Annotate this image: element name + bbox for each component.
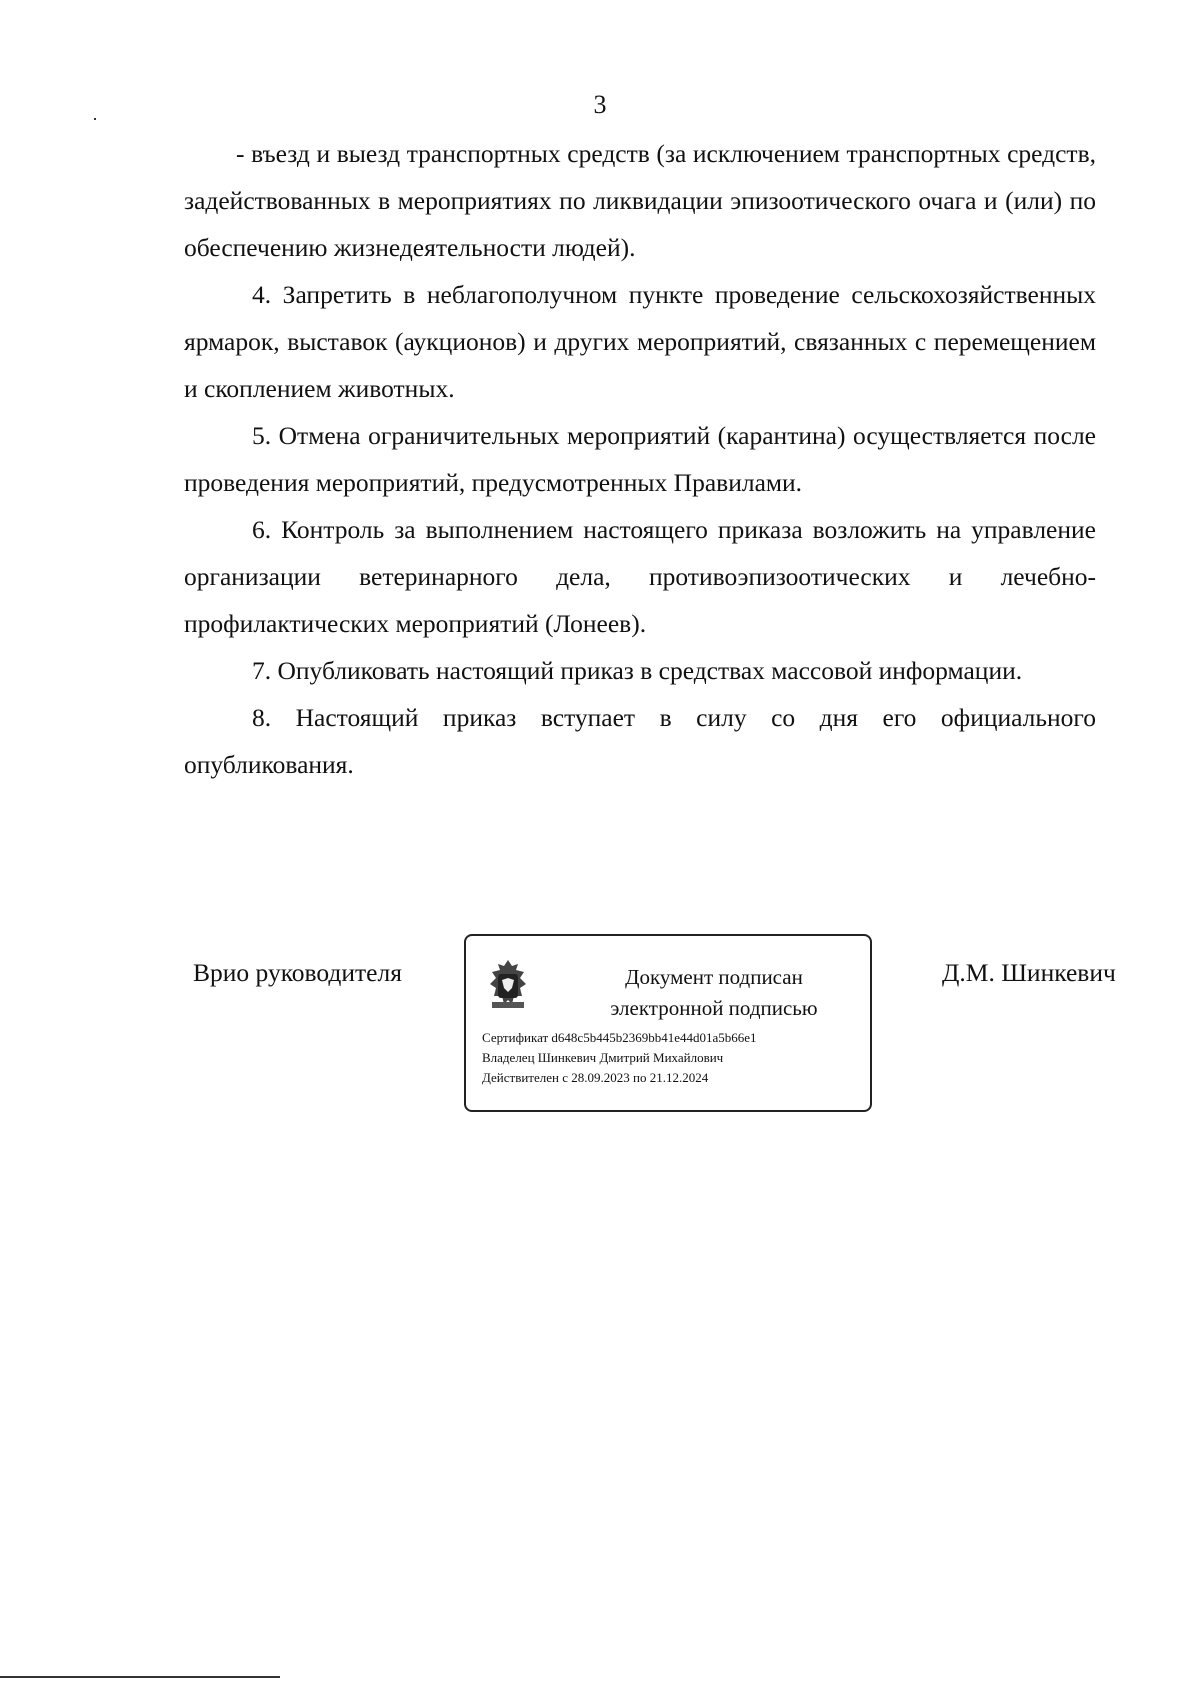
stamp-details [482,1028,757,1088]
stamp-validity: Действителен с 28.09.2023 по 21.12.2024 [482,1070,709,1085]
paragraph-item-4: 4. Запретить в неблагополучном пункте проведение сельскохозяйственных ярмарок, выставок (аукционов) и других мероприятий, связанных с перемещением и скоплением животных. [184,280,1096,403]
paragraph-entry-exit: - въезд и выезд транспортных средств (за исключением транспортных средств, задействованных в мероприятиях по ликвидации эпизоотического очага и (или) по обеспечению жизнедеятельности людей). [184,139,1096,262]
coat-of-arms-icon [486,958,530,1012]
signer-name: Д.М. Шинкевич [942,958,1116,987]
paragraph-item-7: 7. Опубликовать настоящий приказ в средствах массовой информации. [252,656,1023,685]
stamp-owner: Владелец Шинкевич Дмитрий Михайлович [482,1050,724,1065]
electronic-signature-stamp [464,934,872,1112]
document-body [184,130,1096,788]
paragraph-item-8: 8. Настоящий приказ вступает в силу со дня его официального опубликования. [184,703,1096,779]
stamp-title-line1: Документ подписан [625,965,803,989]
page-number: 3 [593,90,607,119]
scan-artifact-line [0,1676,280,1678]
paragraph-item-5: 5. Отмена ограничительных мероприятий (карантина) осуществляется после проведения мероприятий, предусмотренных Правилами. [184,421,1096,497]
stamp-certificate: Сертификат d648c5b445b2369bb41e44d01a5b66e1 [482,1030,757,1045]
signer-role: Врио руководителя [193,958,402,987]
paragraph-item-6: 6. Контроль за выполнением настоящего приказа возложить на управление организации ветеринарного дела, противоэпизоотических и лечебно-профилактических мероприятий (Лонеев). [184,515,1096,638]
scan-artifact-dot [94,118,96,120]
stamp-title [584,962,844,1024]
stamp-title-line2: электронной подписью [610,996,818,1020]
